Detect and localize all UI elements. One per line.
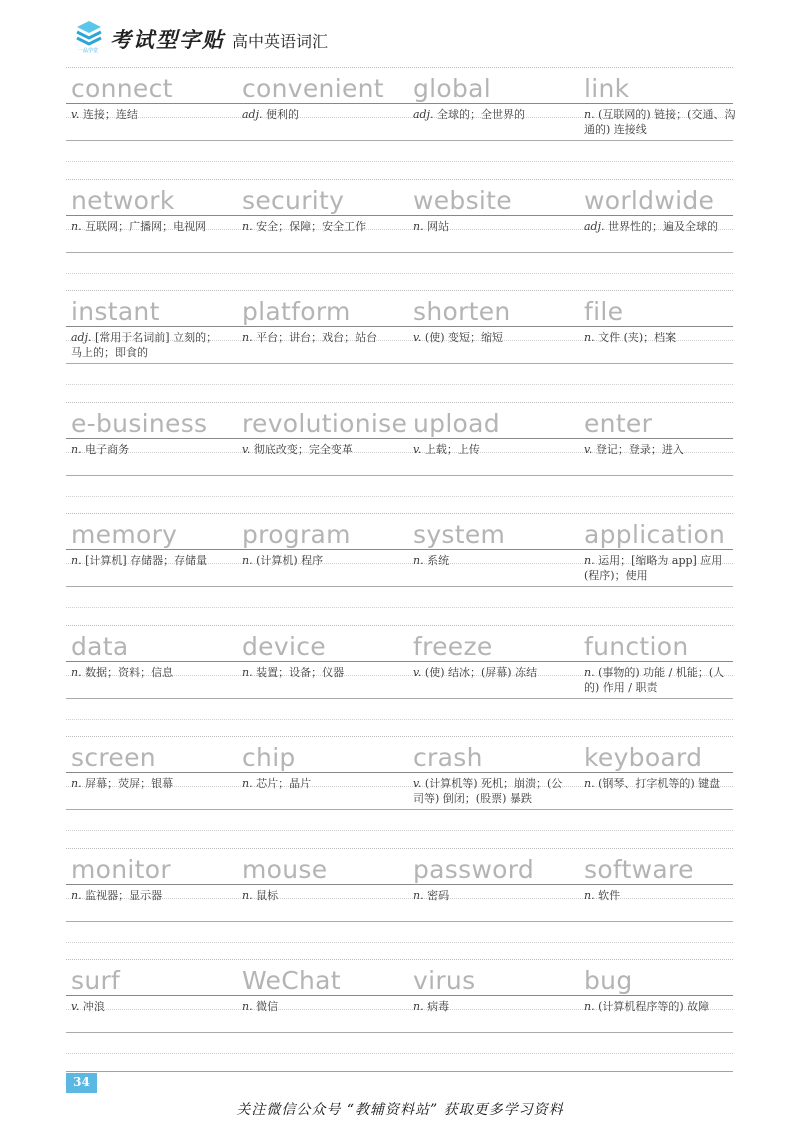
definition-text: 芯片；晶片 [256,777,312,790]
part-of-speech: n. [242,331,253,344]
trace-word: security [242,185,345,215]
vocab-entry [66,736,233,847]
definition-text: (计算机程序等的) 故障 [598,1000,710,1013]
trace-word: system [413,520,506,549]
trace-word: website [413,185,512,215]
definition-text: (使) 变短；缩短 [424,331,503,344]
footer-note: 关注微信公众号 “教辅资料站” 获取更多学习资料 [236,1102,564,1118]
definition-text: 病毒 [427,1000,450,1013]
vocab-entry [579,959,746,1070]
vocab-row [66,67,736,178]
trace-word: global [413,74,492,103]
word-definition [71,219,225,234]
part-of-speech: v. [71,1000,80,1013]
vocab-entry [66,513,233,624]
logo-caption: 一品学堂 [78,48,99,54]
vocab-entry [408,736,575,847]
trace-word: e-business [71,408,208,438]
word-definition [413,442,567,457]
definition-text: 全球的；全世界的 [437,108,526,121]
vocab-entry [579,67,746,178]
word-definition [584,999,738,1014]
part-of-speech: n. [242,777,253,790]
part-of-speech: n. [242,888,253,902]
definition-text: 装置；设备；仪器 [256,665,345,679]
trace-word: platform [242,297,351,326]
trace-word: software [584,854,694,884]
vocab-entry [237,736,404,847]
word-definition [413,107,567,122]
word-definition [413,330,567,345]
definition-text: (使) 结冰；(屏幕) 冻结 [424,665,538,679]
part-of-speech: n. [71,219,82,233]
trace-word: connect [71,74,173,103]
subject-title: 高中英语词汇 [232,32,329,51]
part-of-speech: v. [71,108,80,121]
vocab-entry [237,625,404,736]
part-of-speech: n. [242,665,253,679]
word-definition [413,553,567,568]
definition-text: 网站 [427,219,450,233]
word-definition [242,999,396,1014]
vocab-entry [579,736,746,847]
word-definition [71,999,225,1014]
trace-word: data [71,631,129,661]
vocab-row [66,736,733,847]
trace-word: program [242,520,351,549]
definition-text: (计算机等) 死机；崩溃；(公司等) 倒闭；(股票) 暴跌 [413,777,563,805]
definition-text: (计算机) 程序 [256,554,324,567]
definition-text: [常用于名词前] 立刻的；马上的；即食的 [71,331,218,359]
word-definition [71,665,225,680]
word-definition [413,665,567,680]
definition-text: 平台；讲台；戏台；站台 [256,331,378,344]
page-number: 34 [73,1075,90,1089]
definition-text: (钢琴、打字机等的) 键盘 [598,777,721,790]
word-definition [242,107,396,122]
part-of-speech: n. [584,1000,595,1013]
trace-word: worldwide [584,185,715,215]
trace-word: application [584,520,726,549]
vocab-row [66,402,733,513]
definition-text: 监视器；显示器 [85,888,163,902]
definition-text: 软件 [598,888,621,902]
part-of-speech: n. [584,777,595,790]
vocab-entry [408,402,575,513]
word-definition [71,107,225,122]
definition-text: 鼠标 [256,888,279,902]
vocab-entry [237,402,408,513]
definition-text: 密码 [427,888,450,902]
trace-word: WeChat [242,966,341,995]
part-of-speech: v. [413,665,422,679]
vocab-entry [408,290,575,401]
definition-text: 登记；登录；进入 [595,442,684,456]
part-of-speech: n. [242,1000,253,1013]
definition-text: (互联网的) 链接；(交通、沟通的) 连接线 [584,108,736,136]
trace-word: memory [71,520,178,549]
word-definition [584,665,738,695]
vocab-entry [66,848,233,959]
vocab-entry [579,848,746,959]
vocab-entry [579,402,746,513]
trace-word: surf [71,966,121,995]
vocab-entry [237,179,404,290]
part-of-speech: n. [584,888,595,902]
word-definition [413,999,567,1014]
trace-word: chip [242,743,296,772]
part-of-speech: n. [413,1000,424,1013]
word-definition [584,330,738,345]
trace-word: link [584,74,630,103]
part-of-speech: n. [413,554,424,567]
definition-text: (事物的) 功能 / 机能；(人的) 作用 / 职责 [584,665,725,694]
vocab-entry [579,625,746,736]
vocab-entry [237,513,404,624]
word-definition [242,330,396,345]
trace-word: password [413,854,535,884]
trace-word: mouse [242,854,328,884]
part-of-speech: adj. [71,331,92,344]
definition-text: 运用；[缩略为 app] 应用 (程序)；使用 [584,554,723,582]
vocab-entry [408,848,575,959]
word-definition [584,776,738,791]
trace-word: network [71,185,175,215]
trace-word: shorten [413,297,511,326]
trace-word: device [242,631,326,661]
vocab-entry [66,625,233,736]
definition-text: 系统 [427,554,450,567]
vocab-row [66,290,733,401]
vocab-row [66,513,733,624]
vocab-entry [66,67,233,178]
definition-text: 世界性的；遍及全球的 [608,219,719,233]
trace-word: function [584,631,689,661]
word-definition [71,776,225,791]
part-of-speech: n. [71,888,82,902]
part-of-speech: adj. [584,219,605,233]
vocab-entry [237,290,404,401]
part-of-speech: n. [584,665,595,679]
definition-text: 连接；连结 [82,108,138,121]
definition-text: 微信 [256,1000,279,1013]
vocab-entry [579,513,746,624]
definition-text: 便利的 [266,108,300,121]
word-definition [242,219,396,234]
word-definition [584,553,738,583]
word-definition [584,442,738,457]
vocab-entry [408,513,575,624]
word-definition [242,888,396,903]
word-definition [584,107,738,137]
vocab-entry [66,179,233,290]
word-definition [242,442,396,457]
definition-text: 安全；保障；安全工作 [256,219,367,233]
definition-text: 彻底改变；完全变革 [253,442,353,456]
vocab-entry [408,959,575,1070]
trace-word: file [584,297,624,326]
trace-word: bug [584,966,633,995]
part-of-speech: n. [413,888,424,902]
trace-word: keyboard [584,743,703,772]
word-definition [584,219,738,234]
word-definition [71,888,225,903]
part-of-speech: n. [71,665,82,679]
word-definition [242,553,396,568]
vocab-entry [66,959,233,1070]
part-of-speech: n. [71,777,82,790]
definition-text: 互联网；广播网；电视网 [85,219,207,233]
word-definition [71,553,225,568]
word-definition [584,888,738,903]
trace-word: freeze [413,631,493,661]
part-of-speech: v. [413,777,422,790]
part-of-speech: n. [584,331,595,344]
part-of-speech: n. [413,219,424,233]
definition-text: 文件 (夹)；档案 [598,331,677,344]
vocab-row [66,179,733,290]
definition-text: 上载；上传 [424,442,480,456]
definition-text: [计算机] 存储器；存储量 [85,554,208,567]
word-definition [71,330,225,360]
vocab-entry [579,179,746,290]
vocab-entry [579,290,746,401]
part-of-speech: adj. [242,108,263,121]
part-of-speech: n. [71,554,82,567]
part-of-speech: v. [413,331,422,344]
trace-word: monitor [71,854,171,884]
vocab-entry [237,67,404,178]
definition-text: 屏幕；荧屏；银幕 [85,777,174,790]
trace-word: convenient [242,74,384,103]
part-of-speech: n. [584,554,595,567]
page-header [0,0,800,64]
vocab-row [66,959,733,1070]
definition-text: 电子商务 [85,442,130,456]
book-stack-logo-icon [74,18,104,48]
brand-title: 考试型字贴 [110,27,225,52]
trace-word: screen [71,743,156,772]
definition-text: 数据；资料；信息 [85,665,174,679]
trace-word: crash [413,743,483,772]
part-of-speech: n. [242,554,253,567]
word-definition [71,442,225,457]
trace-word: upload [413,408,500,438]
vocab-entry [408,67,575,178]
trace-word: instant [71,297,160,326]
vocab-entry [408,179,575,290]
word-definition [413,888,567,903]
word-definition [413,776,567,806]
definition-text: 冲浪 [82,1000,105,1013]
trace-word: virus [413,966,476,995]
vocab-row [66,625,733,736]
part-of-speech: n. [242,219,253,233]
trace-word: enter [584,408,653,438]
vocab-entry [66,290,233,401]
vocab-entry [408,625,575,736]
part-of-speech: v. [584,442,593,456]
part-of-speech: v. [242,442,251,456]
trace-word: revolutionise [242,408,408,438]
part-of-speech: v. [413,442,422,456]
vocab-entry [66,402,233,513]
vocab-row [66,848,733,959]
word-definition [242,665,396,680]
vocab-entry [237,959,404,1070]
word-definition [242,776,396,791]
part-of-speech: n. [71,442,82,456]
part-of-speech: adj. [413,108,434,121]
part-of-speech: n. [584,108,595,121]
vocab-entry [237,848,404,959]
word-definition [413,219,567,234]
footer-rule [66,1071,733,1072]
